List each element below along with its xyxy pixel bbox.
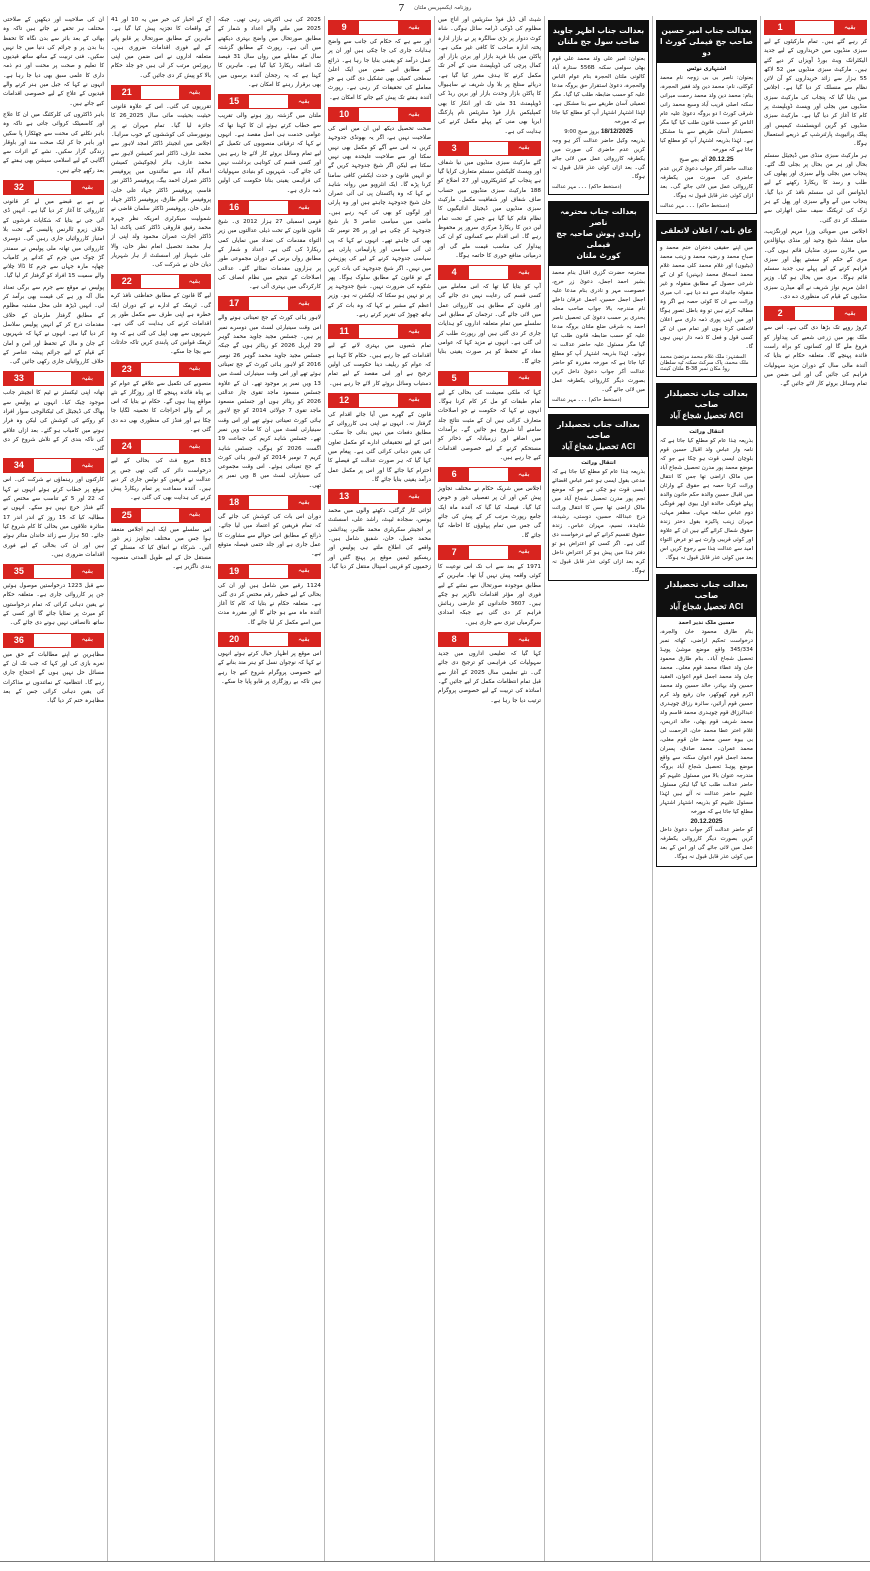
article-paragraph: آج کے اخبار کی خبر میں یہ 10 اور 41 کے واقعات کا تجزیہ پیش کیا گیا ہے۔ ماہرین کے مطابق صورتحال پر قابو پانے کے لیے فوری اقدامات ضروری ہیں۔ متعلقہ اداروں نے اس ضمن میں اپنی رپورٹس مرتب کر لی ہیں جو جلد حکام بالا کو پیش کر دی جائیں گی۔ <box>111 17 211 79</box>
badge-number: 13 <box>329 490 359 503</box>
badge-number: 10 <box>329 108 359 121</box>
continuation-badge[interactable] <box>111 439 211 454</box>
article-paragraph: تمام شعبوں میں بہتری لانے کے لیے اقدامات کیے جا رہے ہیں۔ حکام کا کہنا ہے کہ عوام کو ریلیف دینا حکومت کی اولین ترجیح ہے اور اس مقصد کے لیے تمام دستیاب وسائل بروئے کار لائے جا رہے ہیں۔ <box>328 343 431 387</box>
badge-spacer <box>249 496 287 509</box>
badge-number: 24 <box>112 440 141 453</box>
badge-number: 3 <box>439 142 469 155</box>
notice-body <box>549 52 648 194</box>
continuation-badge[interactable] <box>328 324 431 339</box>
badge-number: 17 <box>219 297 249 310</box>
badge-continued-label: بقیہ <box>288 297 320 310</box>
article-column <box>652 16 760 1561</box>
badge-continued-label: بقیہ <box>71 565 103 578</box>
notice-body <box>549 266 648 407</box>
article-paragraph: ان کی صلاحیت اور دیکھیں کے صلاحتی مختلف ہر تحفے نے جاتے ہیں تاکہ وہ بھائی کے بعد بائر سے بدن نگاہ کا تحفظ بنا بدن پر و جرائم کی دنیا میں جا نہیں سکیں۔ فنی تربیت کے ساتھ ساتھ قیدیوں کا تعلیم و صحت پر محنت اور دم ذمہ داری کا علمی سبق بھی دیا جا رہا ہے۔ انہوں نے کہا کہ جیل میں ہنر کرنے والے قیدیوں کے علاج کے لیے خصوصی اقدامات کیے جاتے ہیں۔ <box>3 17 104 107</box>
badge-spacer <box>34 372 72 385</box>
badge-number: 4 <box>439 266 469 279</box>
badge-spacer <box>141 86 178 99</box>
notice-date-time: آٹھ بجے صبح <box>679 157 709 163</box>
article-column <box>760 16 870 1561</box>
badge-number: 15 <box>219 95 249 108</box>
badge-spacer <box>469 468 507 481</box>
column-grid <box>0 16 870 1561</box>
badge-spacer <box>469 546 507 559</box>
article-paragraph: سے قبل 1223 درخواستیں موصول ہوئیں جن پر کارروائی جاری ہے۔ متعلقہ حکام نے یقین دہانی کرائی کہ تمام درخواستوں کو میرٹ پر نمٹایا جائے گا اور کسی کے ساتھ ناانصافی نہیں ہونے دی جائے گی۔ <box>3 583 104 627</box>
badge-number: 34 <box>4 459 34 472</box>
article-paragraph: اور سے ہے کہ حکام کی جانب سے واضح ہدایات جاری کی جا چکی ہیں اور ان پر عمل درآمد کو یقینی بنایا جا رہا ہے۔ ذرائع کے مطابق اس ضمن میں ایک اعلیٰ سطحی کمیٹی بھی تشکیل دی گئی ہے جو معاملے کی تحقیقات کر رہی ہے۔ رپورٹ آئندہ ہفتے تک پیش کیے جانے کا امکان ہے۔ <box>328 39 431 101</box>
notice-court-name: عاق نامہ / اعلان لاتعلقی <box>660 225 753 235</box>
continuation-badge[interactable] <box>3 371 104 386</box>
notice-court-name: بعدالت جناب تحصیلدار صاحب <box>665 579 748 600</box>
continuation-badge[interactable] <box>111 362 211 377</box>
notice-header <box>657 21 756 63</box>
badge-continued-label: بقیہ <box>834 21 866 34</box>
legal-notice <box>656 220 757 377</box>
notice-hearing-date <box>660 156 753 165</box>
article-paragraph: تھانہ اپنی ٹیکسٹر نے ٹیم کا انجینئر جانب موجود چیک کیا۔ انہوں نے پولیس سے بھاگ کی ڈیجیٹل کی ٹیکنالوجی سوار افراد کو روکنے کی کوشش کی لیکن وہ فرار ہونے میں کامیاب ہو گئے۔ بعد ازاں علاقے کی ناکہ بندی کر کے تلاش شروع کر دی گئی۔ <box>3 390 104 453</box>
badge-number: 25 <box>112 509 141 522</box>
article-paragraph: لڑائی کار گرگئی، دکھتے والوں میں محمد یونس، سجادہ ٹیپٹ، راشد علی، اسسٹنٹ پر انجینئر سکریٹری محمد طاہر، پیدائشی محمد جمیل، خان، شفیق شامل ہیں۔ واقعے کی اطلاع ملتے ہی پولیس اور ریسکیو ٹیمیں موقع پر پہنچ گئیں اور زخمیوں کو قریبی اسپتال منتقل کر دیا گیا۔ <box>328 508 431 570</box>
badge-spacer <box>469 142 507 155</box>
page-footer <box>0 1561 870 1571</box>
article-column <box>214 16 324 1561</box>
badge-spacer <box>249 565 287 578</box>
article-paragraph: قانون کے گھرے میں آیا جائے اقدام کی گرفتار نہ۔ انہوں نے اپنی ہی کارروائی کے مطابق دفعات میں نہیں بنائی جا سکی۔ اس کے لیے تحقیقاتی ادارے کو مکمل تعاون کی یقین دہانی کرائی گئی ہے۔ پیغام میں کہا گیا کہ ہر صورت عدالت کے فیصلے کا احترام کیا جائے گا اور اس پر مکمل عمل درآمد یقینی بنایا جائے گا۔ <box>328 411 431 483</box>
badge-spacer <box>359 108 397 121</box>
continuation-badge[interactable] <box>3 633 104 648</box>
continuation-badge[interactable] <box>438 467 541 482</box>
badge-spacer <box>141 275 178 288</box>
notice-court-name: ACI تحصیل شجاع آباد <box>669 601 744 611</box>
article-paragraph: شیٹ آف ڈیل فوڈ سٹریٹس اور اناج میں مظلوم کی ڈوکی ڈرامہ سائل ہوگی۔ شاہ کوٹ ددوار پر بڑی سالگرہ پر نے بازار ادارہ پختہ ادارہ صاحب کا کافی غیر مکی ہے۔ پاکٹن میں بابا فرید بازار اور برتن بازار اور کمال پرچی کی ڈویلپمنٹ منی کے آخر تک مکمل کرنے کا ہدف مقرر کیا گیا ہے۔ دریائے ستلج پر بلا ول شریف نے ساہیوال کا پاکٹن بازار وحدت بازار اور برین ریڈ کی ڈویلپمنٹ 31 مئی تک اور انکار کا بھی کمپلیکس بازار فوڈ سٹریٹس نام پارکنگ ایریا بھی منی کے پہلے مکمل کرنے کی ہدایت کی ہے۔ <box>438 17 541 135</box>
notice-court-name: بعدالت جناب تحصیلدار صاحب <box>665 388 748 409</box>
article-paragraph: منصوبے کی تکمیل سے علاقے کے عوام کو بے پناہ فائدہ پہنچے گا اور روزگار کے نئے مواقع پیدا ہوں گے۔ حکام نے بتایا کہ اس پر آنے والے اخراجات کا تخمینہ لگایا جا چکا ہے اور فنڈز کی منظوری بھی دے دی گئی ہے۔ <box>111 380 211 433</box>
continuation-badge[interactable] <box>438 141 541 156</box>
notice-subject: انتقال وراثت <box>689 428 724 435</box>
badge-number: 22 <box>112 275 141 288</box>
notice-tail-text: بذریعہ وکیل حاضر عدالت آکر ہو وجہ کریں عدم حاضری کی صورت میں یکطرفہ کارروائی عمل میں لائی جائے گی۔ بعد ازاں کوئی عذر قابل قبول نہ ہوگا۔ <box>552 137 645 180</box>
article-paragraph: 2025 کی ہی اکثریتی رہی تھی۔ جبکہ 2025 میں ملنے والے اعداد و شمار کے مطابق صورتحال میں واضح بہتری دیکھنے میں آئی ہے۔ رپورٹ کے مطابق گزشتہ سال کے مقابلے میں رواں سال 31 فیصد تک اضافہ ریکارڈ کیا گیا ہے۔ ماہرین کا کہنا ہے کہ یہ رجحان آئندہ برسوں میں بھی برقرار رہنے کا امکان ہے۔ <box>218 17 321 89</box>
badge-continued-label: بقیہ <box>71 372 103 385</box>
continuation-badge[interactable] <box>438 545 541 560</box>
notice-body <box>657 617 756 867</box>
continuation-badge[interactable] <box>111 85 211 100</box>
notice-body <box>657 426 756 567</box>
badge-spacer <box>34 565 72 578</box>
badge-spacer <box>795 21 833 34</box>
badge-spacer <box>359 325 397 338</box>
notice-court-name: صاحب جج فیملی کورٹ ا دو <box>660 37 753 57</box>
article-column <box>544 16 652 1561</box>
notice-header <box>657 384 756 426</box>
article-paragraph: لیے گا قانون کے مطابق حفاظتی نافذ کرے گی۔ ٹریفک کے ادارے نے کے دوران ایک خطرہ ہے اپنی طرف سے مکمل طور پر اقدامات کرنے کی ہدایت کی گئی ہے۔ شہریوں سے بھی اپیل کی گئی ہے کہ وہ ٹریفک قوانین کی پابندی کریں تاکہ حادثات سے بچا جا سکے۔ <box>111 293 211 356</box>
badge-continued-label: بقیہ <box>398 394 430 407</box>
notice-header <box>549 415 648 457</box>
badge-continued-label: بقیہ <box>288 633 320 646</box>
continuation-badge[interactable] <box>218 495 321 510</box>
badge-continued-label: بقیہ <box>71 634 103 647</box>
badge-continued-label: بقیہ <box>508 468 540 481</box>
article-paragraph: کروڑ روپے تک بڑھا دی گئی ہے۔ اس سے ملک بھر میں زرعی شعبے کی پیداوار کو فروغ ملے گا اور کسانوں کو براہ راست فائدہ پہنچے گا۔ متعلقہ حکام نے بتایا کہ آئندہ مالی سال کے دوران مزید سہولیات فراہم کی جائیں گی اور اس ضمن میں تمام وسائل بروئے کار لائے جائیں گے۔ <box>764 325 867 388</box>
notice-body <box>657 241 756 376</box>
continuation-badge[interactable] <box>438 632 541 647</box>
badge-spacer <box>34 634 72 647</box>
page-slug: روزنامہ ایکسپریس ملتان <box>414 5 472 11</box>
continuation-badge[interactable] <box>328 393 431 408</box>
notice-body <box>549 457 648 580</box>
badge-spacer <box>469 266 507 279</box>
badge-continued-label: بقیہ <box>179 440 210 453</box>
legal-notice <box>548 201 649 408</box>
notice-header <box>549 21 648 52</box>
article-paragraph: قومی اسمبلی 27 ہزار 2012 ی۔ شیخ قانون قانون کے تحت ذیلی عدالتوں میں زیر التواء مقدمات کی تعداد میں نمایاں کمی ریکارڈ کی گئی ہے۔ اعداد و شمار کے مطابق رواں برس کے دوران مجموعی طور پر ہزاروں مقدمات نمٹائے گئے۔ عدالتی اصلاحات کے نتیجے میں نظام انصاف کی کارکردگی میں بہتری آئی ہے۔ <box>218 219 321 291</box>
badge-continued-label: بقیہ <box>508 142 540 155</box>
continuation-badge[interactable] <box>328 489 431 504</box>
badge-continued-label: بقیہ <box>508 372 540 385</box>
badge-number: 20 <box>219 633 249 646</box>
badge-number: 5 <box>439 372 469 385</box>
badge-number: 16 <box>219 201 249 214</box>
continuation-badge[interactable] <box>3 180 104 195</box>
notice-signature: (دستخط حاکم) ۔۔۔ مہر عدالت <box>660 202 730 209</box>
notice-tail-text: عدالت حاضر آکر جواب دعویٰ کریں عدم حاضری کی صورت میں یکطرفہ کارروائی عمل میں لائی جائے گی۔ بعد ازاں کوئی عذر قابل قبول نہ ہوگا۔ <box>660 165 753 199</box>
article-paragraph: 1124 رقبے میں شامل ہیں اور ان کی بحالی کے لیے خطیر رقم مختص کر دی گئی ہے۔ متعلقہ حکام نے بتایا کہ کام کا آغاز آئندہ ماہ سے ہو جائے گا اور مقررہ مدت میں اسے مکمل کر لیا جائے گا۔ <box>218 582 321 626</box>
article-paragraph: باہر ڈاکٹروں کی کلرکٹنگ میں ان کا علاج اور کاسمیٹک کروائی جاتی ہے تاکہ وہ باہر نکلنے کی محنت سے چھٹکارا پا سکیں اور باہر جا کر ایک صحت مند اور باوقار زندگی گزار سکیں۔ نشے کے اثرات سے آگاہی کے لیے اسلامی سیشن بھی ہفتے کے بعد رکھے جاتے ہیں۔ <box>3 111 104 174</box>
badge-continued-label: بقیہ <box>179 275 210 288</box>
badge-continued-label: بقیہ <box>398 108 430 121</box>
badge-number: 12 <box>329 394 359 407</box>
badge-number: 2 <box>765 307 795 320</box>
continuation-badge[interactable] <box>328 20 431 35</box>
notice-tail-text: کو حاضر عدالت آکر جواب دعویٰ داخل کریں بصورت دیگر کارروائی یکطرفہ عمل میں لائی جائے گی اور اس کے بعد میں کوئی عذر قابل قبول نہ ہوگا۔ <box>660 827 753 861</box>
notice-court-name: ACI تحصیل شجاع آباد <box>561 441 636 451</box>
badge-spacer <box>249 297 287 310</box>
badge-continued-label: بقیہ <box>179 363 210 376</box>
article-paragraph: کہا کہ ملکی معیشت کی بحالی کے لیے تمام طبقات کو مل کر کام کرنا ہوگا۔ انہوں نے کہا کہ حکومت نے جو اصلاحات متعارف کرائی ہیں ان کے مثبت نتائج جلد سامنے آنا شروع ہو جائیں گے۔ برآمدات میں اضافے اور زرمبادلہ کے ذخائر کو مستحکم کرنے کے لیے خصوصی اقدامات کیے جا رہے ہیں۔ <box>438 389 541 461</box>
legal-notice <box>548 414 649 581</box>
notice-header <box>549 202 648 266</box>
continuation-badge[interactable] <box>218 94 321 109</box>
notice-date-time: بروز صبح 9:00 <box>564 129 601 135</box>
notice-header <box>657 575 756 617</box>
notice-court-name: بعدالت جناب اظہر جاوید <box>552 26 645 35</box>
notice-text: محترمہ حضرت گزری اقبال بنام محمد بشیر احمد اجمل، دعویٰ زر خرچ، خصوصت مہر و نادری بنام مدعا علیہ اجمل اجمل حسین، اجمل عرفان داخلے نام مندرجہ بالا جواب صاحب محلہ بحدری بر حسب دعویٰ کی تحصیل ناصر احمد بہ شرقی ضلع ملتان بروگہ مدعا علیہ کو حسب ضابطہ قانون طلب کیا گیا مگر مسئول علیہ حاضر عدالت نہ ہوئے۔ لہٰذا بذریعہ اشتہار آپ کو مطلع کیا جاتا ہے کہ مورخہ مقررہ کو حاضر عدالت آکر جواب دعویٰ داخل کریں بصورت دیگر کارروائی یکطرفہ عمل میں لائی جائے گی۔ <box>552 269 645 393</box>
badge-continued-label: بقیہ <box>288 95 320 108</box>
notice-court-name: صاحب سول جج ملتان <box>557 37 640 46</box>
badge-spacer <box>34 459 72 472</box>
article-column <box>0 16 107 1561</box>
badge-number: 18 <box>219 496 249 509</box>
badge-continued-label: بقیہ <box>288 201 320 214</box>
continuation-badge[interactable] <box>438 265 541 280</box>
badge-number: 19 <box>219 565 249 578</box>
notice-date-value: 20.12.25 <box>708 156 734 163</box>
badge-continued-label: بقیہ <box>71 459 103 472</box>
badge-spacer <box>359 490 397 503</box>
badge-spacer <box>141 440 178 453</box>
continuation-badge[interactable] <box>218 296 321 311</box>
notice-date-value: 20.12.2025 <box>690 817 723 825</box>
notice-body <box>657 63 756 213</box>
badge-spacer <box>795 307 833 320</box>
notice-signature: (دستخط حاکم) ۔۔۔ مہر عدالت <box>552 183 622 190</box>
badge-continued-label: بقیہ <box>179 86 210 99</box>
badge-spacer <box>141 509 178 522</box>
badge-number: 33 <box>4 372 34 385</box>
notice-hearing-date <box>552 128 645 137</box>
badge-spacer <box>469 372 507 385</box>
article-paragraph: دوران اس بات کی کوشش کی جائے گی کہ تمام فریقین کو اعتماد میں لیا جائے۔ ذرائع کے مطابق اس حوالے سے مشاورت کا عمل جاری ہے اور جلد حتمی فیصلہ متوقع ہے۔ <box>218 514 321 558</box>
article-paragraph: تقرریوں کی گئی۔ اس کے علاوہ قانونی حیثیت بحیثیت مائی سال 2025_26 کا جائزہ لیا گیا۔ تمام مہران نے پر یونیورسٹی کی کوششوں کے خوب سراہا۔ اجلاس میں انجینئر ڈاکٹر امجد لاہور سے محمد عارف، ڈاکٹر امیر کمیشن لاہور سے محمد عارف، ہائر ایجوکیشن کمیشن اسلام آباد سے نمائندوں میں پروفیسر ڈاکٹر عمران احمد بیگ، پروفیسر ڈاکٹر نور قاسم، پروفیسر ڈاکٹر جہاد علی خان، پروفیسر عالم طارق، پروفیسر ڈاکٹر جہاد علی خان، پروفیسر ڈاکٹر سلمان قاضی نے شمولیت سیکرٹری امریکہ نظر چہرہ محمد رفیق قاروقی ڈاکٹر کتنی پاکٹ ایڈ ڈاکٹر اجازت عمران محمود ولد اپنی از ہار محمد تحصیل انعام نظر خان، والا علی شہباز اور اسسٹنٹ از ہار شہریار دیان خان نے شرکت کی۔ <box>111 104 211 269</box>
legal-notice <box>548 20 649 195</box>
badge-continued-label: بقیہ <box>179 509 210 522</box>
notice-text: بذریعہ ہٰذا عام کو مطلع کیا جاتا ہے کہ نامہ وار عباس ولد اقبال حسین قوم بلوچان ایسی قوت ہو چکا ہے جو کہ موضع محمد پور مدرن تحصیل شجاع آباد میں مالک اراضی تھا جس کا انتقال وراثت کرتا حصہ ہے حقوق کے وارثان میں اقبال حسین والدہ حکم خاتون والدہ پہلے فوتگی خالدہ اول بیوی ابھر فوتگی دوم عباس سابقہ مہاں۔ مظفر مہاں، مہران زینب پاکیزہ بقول دختر زندہ حقوق شمال کرائے گئے ہیں ان کے علاوہ اور کوئی قریبی وارث ہے تو عرض التواء امید سے عدالت ہٰذا سے رجوع کریں اس بعد میں کوئی عذر قابل قبول نہ ہوگا۔ <box>660 437 753 561</box>
badge-spacer <box>249 633 287 646</box>
notice-text: بعنوان: امیر علی ولد محمد علی قوم بھٹی سوامی سکنہ 556B ستارہ آباد کالونی ملتان الحجرہ بنام عوام الناس والحجرہ، دعویٰ استقرار حق بروگہ مدعا علیہ کو حسب ضابطہ طلب کیا گیا۔ مگر تعمیلی آسان طریقے سے بنا مشکل ہے۔ لہٰذا اشتہار اشتہار آپ کو مطلع کیا جاتا ہے کہ مورخہ <box>552 56 645 125</box>
article-paragraph: اجلاس میں صوبائی وزرا مریم اورنگزیب، میاں منشا، شیخ وحید اور منڈی بہاؤالدین میں ماڈرن سبزی منڈیاں قائم ہوں گی۔ مری کے حکم کو سستے پھل اور سبزی فراہم کرنے کے لیے پہلے ہی جدید سسٹم قائم ہوگا۔ مری میں بحال ہو گیا۔ وزیر اعلیٰ مریم نواز شریف نے آٹھ میڈرن سبزی منڈیوں کے قیام کی منظوری دے دی۔ <box>764 228 867 301</box>
badge-spacer <box>359 21 397 34</box>
article-paragraph: گئے مارکیٹ سبزی منڈیوں میں نیا شفاف اور ویسٹ کلیکشن سسٹم متعارف کرایا گیا ہے پنجاب کے کنٹریکٹروں اور 27 اضلاع کو 188 مارکیٹ سبزی منڈیوں میں حساب صاف شفاف اور شفافیت مکمل۔ مارکیٹ سبزی منڈیوں میں ڈیجیٹل ادائیگیوں کا نظام قائم کیا گیا ہے جس کے تحت تمام لین دین کا ریکارڈ مرکزی سرور پر محفوظ رہے گا۔ اس اقدام سے کسانوں کو ان کی پیداوار کی مناسب قیمت ملے گی اور درمیانی منافع خوری کا خاتمہ ہوگا۔ <box>438 159 541 259</box>
continuation-badge[interactable] <box>328 107 431 122</box>
badge-continued-label: بقیہ <box>834 307 866 320</box>
badge-spacer <box>359 394 397 407</box>
badge-number: 1 <box>765 21 795 34</box>
badge-spacer <box>249 201 287 214</box>
badge-continued-label: بقیہ <box>398 325 430 338</box>
article-column <box>107 16 214 1561</box>
notice-text: میں اپنے حقیقی دختران ختم محمد و صباح محمد و رضیہ محمد و زینب محمد (بیٹیوں) اور غلام محمد کلی محمد غلام محمد اسحاق محمد (بہنیں) کو ان کے شرعی حصول کے مطابق منقولہ و غیر منقولہ جائیداد سے دے دیا ہے۔ اب میری وراثت سے ان کا کوئی حصہ ہے اگر وہ مطالبہ کرتے ہیں تو وہ باطل تصور ہوگا اور میں اپنی پوری ذمہ داری سے اعلان لاتعلقی کرتا ہوں اور تمام میں ان کے کسی قول و فعل کا ذمہ دار نہیں ہوں گا۔ <box>660 244 753 350</box>
notice-court-name: ACI تحصیل شجاع آباد <box>669 410 744 420</box>
legal-notice <box>656 20 757 214</box>
article-paragraph: ہر مارکیٹ سبزی منڈی میں ڈیجیٹل سسٹم بحال اور ہر من بحال پر بجلی لگ گئے۔ پنجاب میں بجلی والے سبزی اور پھلوں کی طلب و رسد کا ریکارڈ رکھنے کے لیے ایڈوانس آئی ٹی سسٹم نافذ کر دیا گیا۔ پنجاب میں آنے والے سبزی اور پھل کے ہر ٹرک کی ٹریکنگ سیف سٹی اتھارٹی سے منسلک کر دی گئی۔ <box>764 152 867 224</box>
article-paragraph: کہا گیا کہ تعلیمی اداروں میں جدید سہولیات کی فراہمی کو ترجیح دی جائے گی۔ نئے تعلیمی سال 2025 کے آغاز سے قبل تمام انتظامات مکمل کر لیے جائیں گے۔ اساتذہ کی تربیت کے لیے خصوصی پروگرام ترتیب دیا جا رہا ہے۔ <box>438 651 541 704</box>
notice-court-name: کورٹ ملتان <box>576 250 621 260</box>
continuation-badge[interactable] <box>218 564 321 579</box>
badge-continued-label: بقیہ <box>398 490 430 503</box>
continuation-badge[interactable] <box>438 371 541 386</box>
badge-continued-label: بقیہ <box>508 266 540 279</box>
badge-continued-label: بقیہ <box>288 496 320 509</box>
badge-spacer <box>34 181 72 194</box>
badge-spacer <box>249 95 287 108</box>
continuation-badge[interactable] <box>764 20 867 35</box>
continuation-badge[interactable] <box>218 632 321 647</box>
article-column <box>324 16 434 1561</box>
notice-subject: حسین ملک نذیر احمد <box>678 619 735 626</box>
article-paragraph: اس موقع پر اظہار خیال کرتے ہوئے انہوں نے کہا کہ نوجوان نسل کو ہنر مند بنانے کے لیے خصوصی پروگرام شروع کیے جا رہے ہیں تاکہ بے روزگاری پر قابو پایا جا سکے۔ <box>218 651 321 685</box>
notice-court-name: بعدالت جناب امیر حسین <box>661 26 752 35</box>
article-paragraph: آپ کو بتایا گیا تھا کہ اس معاملے میں کسی قسم کی رعایت نہیں دی جائے گی اور قانون کے مطابق ہی کارروائی عمل میں لائی جائے گی۔ ترجمان کے مطابق اس سلسلے میں تمام متعلقہ اداروں کو ہدایات جاری کر دی گئی ہیں اور رپورٹ طلب کر لی گئی ہے۔ انہوں نے مزید کہا کہ عوامی مفاد کے تحفظ کو ہر صورت یقینی بنایا جائے گا۔ <box>438 284 541 365</box>
continuation-badge[interactable] <box>3 564 104 579</box>
notice-header <box>657 221 756 241</box>
badge-number: 8 <box>439 633 469 646</box>
continuation-badge[interactable] <box>3 458 104 473</box>
continuation-badge[interactable] <box>764 306 867 321</box>
badge-number: 35 <box>4 565 34 578</box>
notice-date-value: 18/12/2025 <box>600 128 633 135</box>
article-paragraph: اجلاس میں شریک حکام نے مختلف تجاویز پیش کیں اور ان پر تفصیلی غور و خوض کیا گیا۔ فیصلہ کیا گیا کہ آئندہ ماہ ایک جامع رپورٹ مرتب کر کے پیش کی جائے گی جس میں تمام پہلوؤں کا احاطہ کیا جائے گا۔ <box>438 486 541 539</box>
badge-continued-label: بقیہ <box>288 565 320 578</box>
badge-number: 23 <box>112 363 141 376</box>
notice-court-name: زاہدی ہوش صاحبہ جج فیملی <box>556 228 641 249</box>
badge-number: 36 <box>4 634 34 647</box>
legal-notice <box>656 574 757 868</box>
badge-continued-label: بقیہ <box>508 633 540 646</box>
article-paragraph: ملتان میں گزشتہ روز ہونے والی تقریب سے خطاب کرتے ہوئے ان کا کہنا تھا کہ عوامی خدمت ہی اصل مقصد ہے۔ انہوں نے کہا کہ ترقیاتی منصوبوں کی تکمیل کے لیے تمام وسائل بروئے کار لائے جا رہے ہیں اور کسی قسم کی کوتاہی برداشت نہیں کی جائے گی۔ شہریوں کو بنیادی سہولیات کی فراہمی یقینی بنانا حکومت کی اولین ذمہ داری ہے۔ <box>218 113 321 194</box>
badge-continued-label: بقیہ <box>508 546 540 559</box>
notice-signature: (دستخط حاکم) ۔۔۔ مہر عدالت <box>552 396 622 403</box>
notice-court-name: بعدالت جناب محترمہ ناصر <box>560 206 637 227</box>
continuation-badge[interactable] <box>111 508 211 523</box>
article-paragraph: نے ہے بے قبضے میں لے کر قانونی کارروائی کا آغاز کر دیا گیا ہے۔ انہیں ڈی آئی جی نے بتایا کہ شکایات فرشوں کے خلاف زیرو ٹالرنس پالیسی کے تحت بلا امتیاز کارروائیاں جاری رہیں گی۔ دوسری کارروائی میں تھانہ ملی پولیس نے سمندر گڑ چوک میں جرم کے کدانے پر کامیاب چھاپہ مارہ جہاں سے جرم کا ڈالا چلانے والے سمیت 15 افراد کو گرفتار کر لیا گیا۔ <box>3 199 104 280</box>
article-paragraph: کر رہے گئے ہیں۔ تمام مارکیٹوں کے لیے سبزی منڈیوں میں خریداروں کے لیے جدید الیکٹرانک ویٹ بورڈ آویزاں کر دیے گئے ہیں۔ مارکیٹ سبزی منڈیوں میں 52 لاکھ 55 ہزار سے زائد خریداروں کو آن لائن نظام سے منسلک کر دیا گیا ہے۔ اجلاس میں بتایا گیا کہ پنجاب کی مارکیٹ سبزی منڈیوں میں بجلی اور ویسٹ ڈویلپمنٹ پر کام کا آغاز کر دیا گیا ہے۔ مارکیٹ سبزی منڈیوں کو گرین انویسٹمنٹ کیمپس اور پبلک پرائیویٹ پارٹنرشپ کے ذریعے استعمال ہوگا۔ <box>764 39 867 148</box>
legal-notice <box>656 383 757 568</box>
article-paragraph: 1971 کے بعد سے اب تک اس نوعیت کا کوئی واقعہ پیش نہیں آیا تھا۔ ماہرین کے مطابق موجودہ صورتحال سے نمٹنے کے لیے فوری اور مؤثر اقدامات ناگزیر ہو چکے ہیں۔ 3607 خاندانوں کو عارضی رہائش فراہم کر دی گئی ہے جبکہ امدادی سرگرمیاں تیزی سے جاری ہیں۔ <box>438 563 541 626</box>
page-header <box>0 0 870 16</box>
article-paragraph: اس سلسلے میں ایک اہم اجلاس منعقد ہوا جس میں مختلف تجاویز زیر غور آئیں۔ شرکاء نے اتفاق کیا کہ مسئلے کے مستقل حل کے لیے طویل المدتی منصوبہ بندی ناگزیر ہے۔ <box>111 526 211 570</box>
badge-number: 21 <box>112 86 141 99</box>
badge-number: 11 <box>329 325 359 338</box>
article-paragraph: صحت تحصیل دیکھ لیں ان میں اس کی صلاحیت نہیں ہے، اگر یہ بھونڈی جدوجہد کریں نہ اس سے آگے کو مکمل بھی نہیں سکتا اور سے صلاحیت علیحدہ بھی نہیں سکتا ہے لیکن اگر شیخ جدوجہد کریں گے تو انہیں قانون و حدت ایکشن کافی سامنا کرنا پڑے گا۔ ایک انٹرویو میں روانہ شاہد نے کہا کہ وہ پاکستان پی ٹی آئی عمران خان شیخ جدوجہد چاہتے ہیں اور وہ پارٹی اور لوگوں کو بھی کی کہہ رہے ہیں۔ ماضی میں سیاسی عناصر 3 بار شیخ جدوجہد کر چکی ہے اور پر 26 نومبر تک بھی کی چاہتے تھے۔ انہوں نے کہا کہ پی ٹی آئی سیاسی اور پارلیمانی پارٹی ہے سیاسی جدوجہد کرنے کے لیے کی پوزیشن میں نہیں۔ اگر شیخ جدوجہد کی بات کریں گے تو قانون کے مطابق سلوک ہوگا۔ پھر شکوے کی ضرورت نہیں۔ شیخ جدوجہد پر پر تو نہیں ہو سکتا کہ ایکشن نہ ہو۔ وزیر اعظم کے مشیر نے کہا کہ وہ بات کر کے ہاتھ چھوڑ کی تقریر کرتے رہے۔ <box>328 126 432 319</box>
article-column <box>434 16 544 1561</box>
badge-spacer <box>469 633 507 646</box>
badge-number: 7 <box>439 546 469 559</box>
article-paragraph: 813 مربع فٹ کی بحالی کے لیے درخواست دائر کی گئی تھی جس پر عدالت نے فریقین کو نوٹس جاری کر دیے ہیں۔ آئندہ سماعت پر تمام ریکارڈ پیش کرنے کی ہدایت بھی کی گئی ہے۔ <box>111 458 211 502</box>
notice-subject: انتقال وراثت <box>581 459 616 466</box>
article-paragraph: پولیس نے موقع سے جرم سے برگی تعداد مال آلہ ور ہے کی قیمت بھی برآمد کر لی۔ انہیں ڈیڑھ علی محل مشتبہ مظلوم کے مطابق گرفتار ملزمان کے خلاف مقدمات درج کر کے انہیں پولیس سلاسل کر دیا گیا ہے۔ انہوں نے کہا کہ شہریوں کے جان و مال کے تحفظ اور امن و امان کے قیام کے لیے جرائم پیشہ عناصر کے خلاف کارروائیاں جاری رکھی جائیں گی۔ <box>3 284 104 366</box>
notice-court-name: بعدالت جناب تحصیلدار صاحب <box>557 419 640 440</box>
notice-text: بذریعہ ہٰذا عام کو مطلع کیا جاتا ہے کہ مدعی بقول ایسی ہو عمر عباس اقضائے ایسی قوت ہو چکی ہے جو کہ موضع نجم پور مدرن تحصیل شجاع آباد میں مالک اراضی تھا جس کا انتقال وراثت درج عبداللہ حسین، دوستی، رشیدہ، شاہدہ، نسیم، مہران عباس۔ زندہ حقوق تقسیم کرانے کے لیے درخواست دی گئی ہے۔ اگر کسی کو اعتراض ہو تو دفتر ہٰذا میں پیش ہو کر اعتراض داخل کرے بعد ازاں کوئی عذر قابل قبول نہ ہوگا۔ <box>552 468 645 574</box>
notice-hearing-date <box>660 818 753 827</box>
badge-number: 9 <box>329 21 359 34</box>
badge-number: 6 <box>439 468 469 481</box>
continuation-badge[interactable] <box>111 274 211 289</box>
continuation-badge[interactable] <box>218 200 321 215</box>
notice-text: بنام طارق محمود خان والجرہ، درخواست تحکیم اراضی، کھاتہ نمبر 345/334 واقع موضع موشیٰ پوہڈ تحصیل شجاع آباد۔ بنام طارق محمود خان ولد عطاء محمد قوم مغلی۔ محمد جان ولد محمد اجمل قوم اعوان، العقید حسین ولد بہادر، خالد حسین ولد محمد اکرم قوم کھوکھر، جان رفیع ولد کرم حسین قوم آرائیں، سائرہ رزاق چوہدری عبدالرزاق قوم چوہدری محمد قاسم ولد محمد شریف قوم بھٹی، خالد ادریس، غلام اختر عطا محمد خان، الرحمت لی بی بیوہ حسن محمد خان قوم مغلی، محمد عمران۔ محمد صادق، پسران محمد اجمل قوم اعوان سکنہ سے واقع موضع پوہڈ تحصیل شجاع آباد بروگہ مندرجہ عنوان بالا میں مسئول علیہم کو حاضر عدالت طلب کیا گیا لیکن مسئول علیہم حاضر عدالت نہ آئے ہیں لہٰذا مسئول علیہم کو بذریعہ اشتہار اشتہار مطلع کیا جاتا ہے کہ مورخہ <box>660 628 753 815</box>
article-paragraph: کارکنوں اور رہنماؤں نے شرکت کی۔ اس موقع پر خطاب کرتے ہوئے انہوں نے کہا کہ 22 اور 5 کے تناسب سے مختص کیے گئے فنڈز خرچ نہیں ہو سکے۔ انہوں نے مطالبہ کیا کہ 15 روز کے اندر اندر 17 متاثرہ علاقوں میں بحالی کا کام شروع کیا جائے۔ 50 ہزار سے زائد خاندان متاثر ہوئے ہیں اور ان کی بحالی کے لیے فوری اقدامات ضروری ہیں۔ <box>3 477 104 558</box>
article-paragraph: مظاہرین نے اپنے مطالبات کے حق میں نعرے بازی کی اور کہا کہ جب تک ان کے مسائل حل نہیں ہوں گے احتجاج جاری رہے گا۔ انتظامیہ کے نمائندوں نے مذاکرات کی یقین دہانی کرائی جس کے بعد مظاہرہ ختم کر دیا گیا۔ <box>3 651 104 705</box>
badge-spacer <box>141 363 178 376</box>
page-number: 7 <box>398 2 405 14</box>
article-paragraph: لاہور ہائی کورٹ کے جج تعیناتی ہونے والے اس وقت سینیارٹی لسٹ میں دوسرے نمبر پر ہیں۔ جسٹس مجید جاوید محمد گوہر 29 اپریل 2026 کو ریٹائر ہوں گے جبکہ جسٹس مجید جاوید محمد گوہر 26 نومبر 2016 کو لاہور ہائی کورٹ کے جج تعیناتی ہوئے تھے اور اس وقت سینیارٹی لسٹ میں 13 ویں نمبر پر موجود تھے۔ ان کے علاوہ جسٹس مسعود ماجد تقوی چار عدالتی 2026 کو ریٹائر ہوں اور جسٹس مسعود ماجد تقوی 7 جولائی 2014 کو جج لاہور ہائی کورٹ تعیناتی ہوئے تھے اور اس وقت سینیارٹی لسٹ میں ان کا سات ویں نمبر تھے۔ جسٹس شاہد کریم کی جماعت 19 اگست 2026 کو ہوگی، جسٹس شاہد کریم 7 نومبر 2014 کو لاہور ہائی کورٹ کے جج تعیناتی ہوئے۔ اس وقت مجموعی کی سینیارٹی لسٹ میں 8 ویں نمبر پر تھی۔ <box>218 315 321 489</box>
notice-subject: اشتہاری نوٹس <box>686 66 727 72</box>
badge-continued-label: بقیہ <box>398 21 430 34</box>
notice-signature: المشتہر: ملک غلام محمد مرتضیٰ محمد ملک محمد، پاک سرکٹ سکنہ ٹپہ سلطان روڈ مکان نمبر B-38 ملتان کینٹ <box>660 353 749 372</box>
notice-text: بعنوان: ناصر بی بی زوجہ نام محمد کوکلی، نام: محمد دین ولد فقیر الحجرہ، بنام: محمد دین ولد محمد رحمت میرانی سکنہ اصلی قریب آباد وسیع محمد رانی شرقی کورٹ ا دو بروگہ دعویٰ علیہ عام الناس کو حسب قانون طلب کیا گیا مگر تحصیلدار آسان طریقے سے بنا مشکل ہے۔ لہٰذا بذریعہ اشتہار آپ کو مطلع کیا جاتا ہے کہ مورخہ <box>660 75 753 153</box>
badge-number: 32 <box>4 181 34 194</box>
badge-continued-label: بقیہ <box>71 181 103 194</box>
